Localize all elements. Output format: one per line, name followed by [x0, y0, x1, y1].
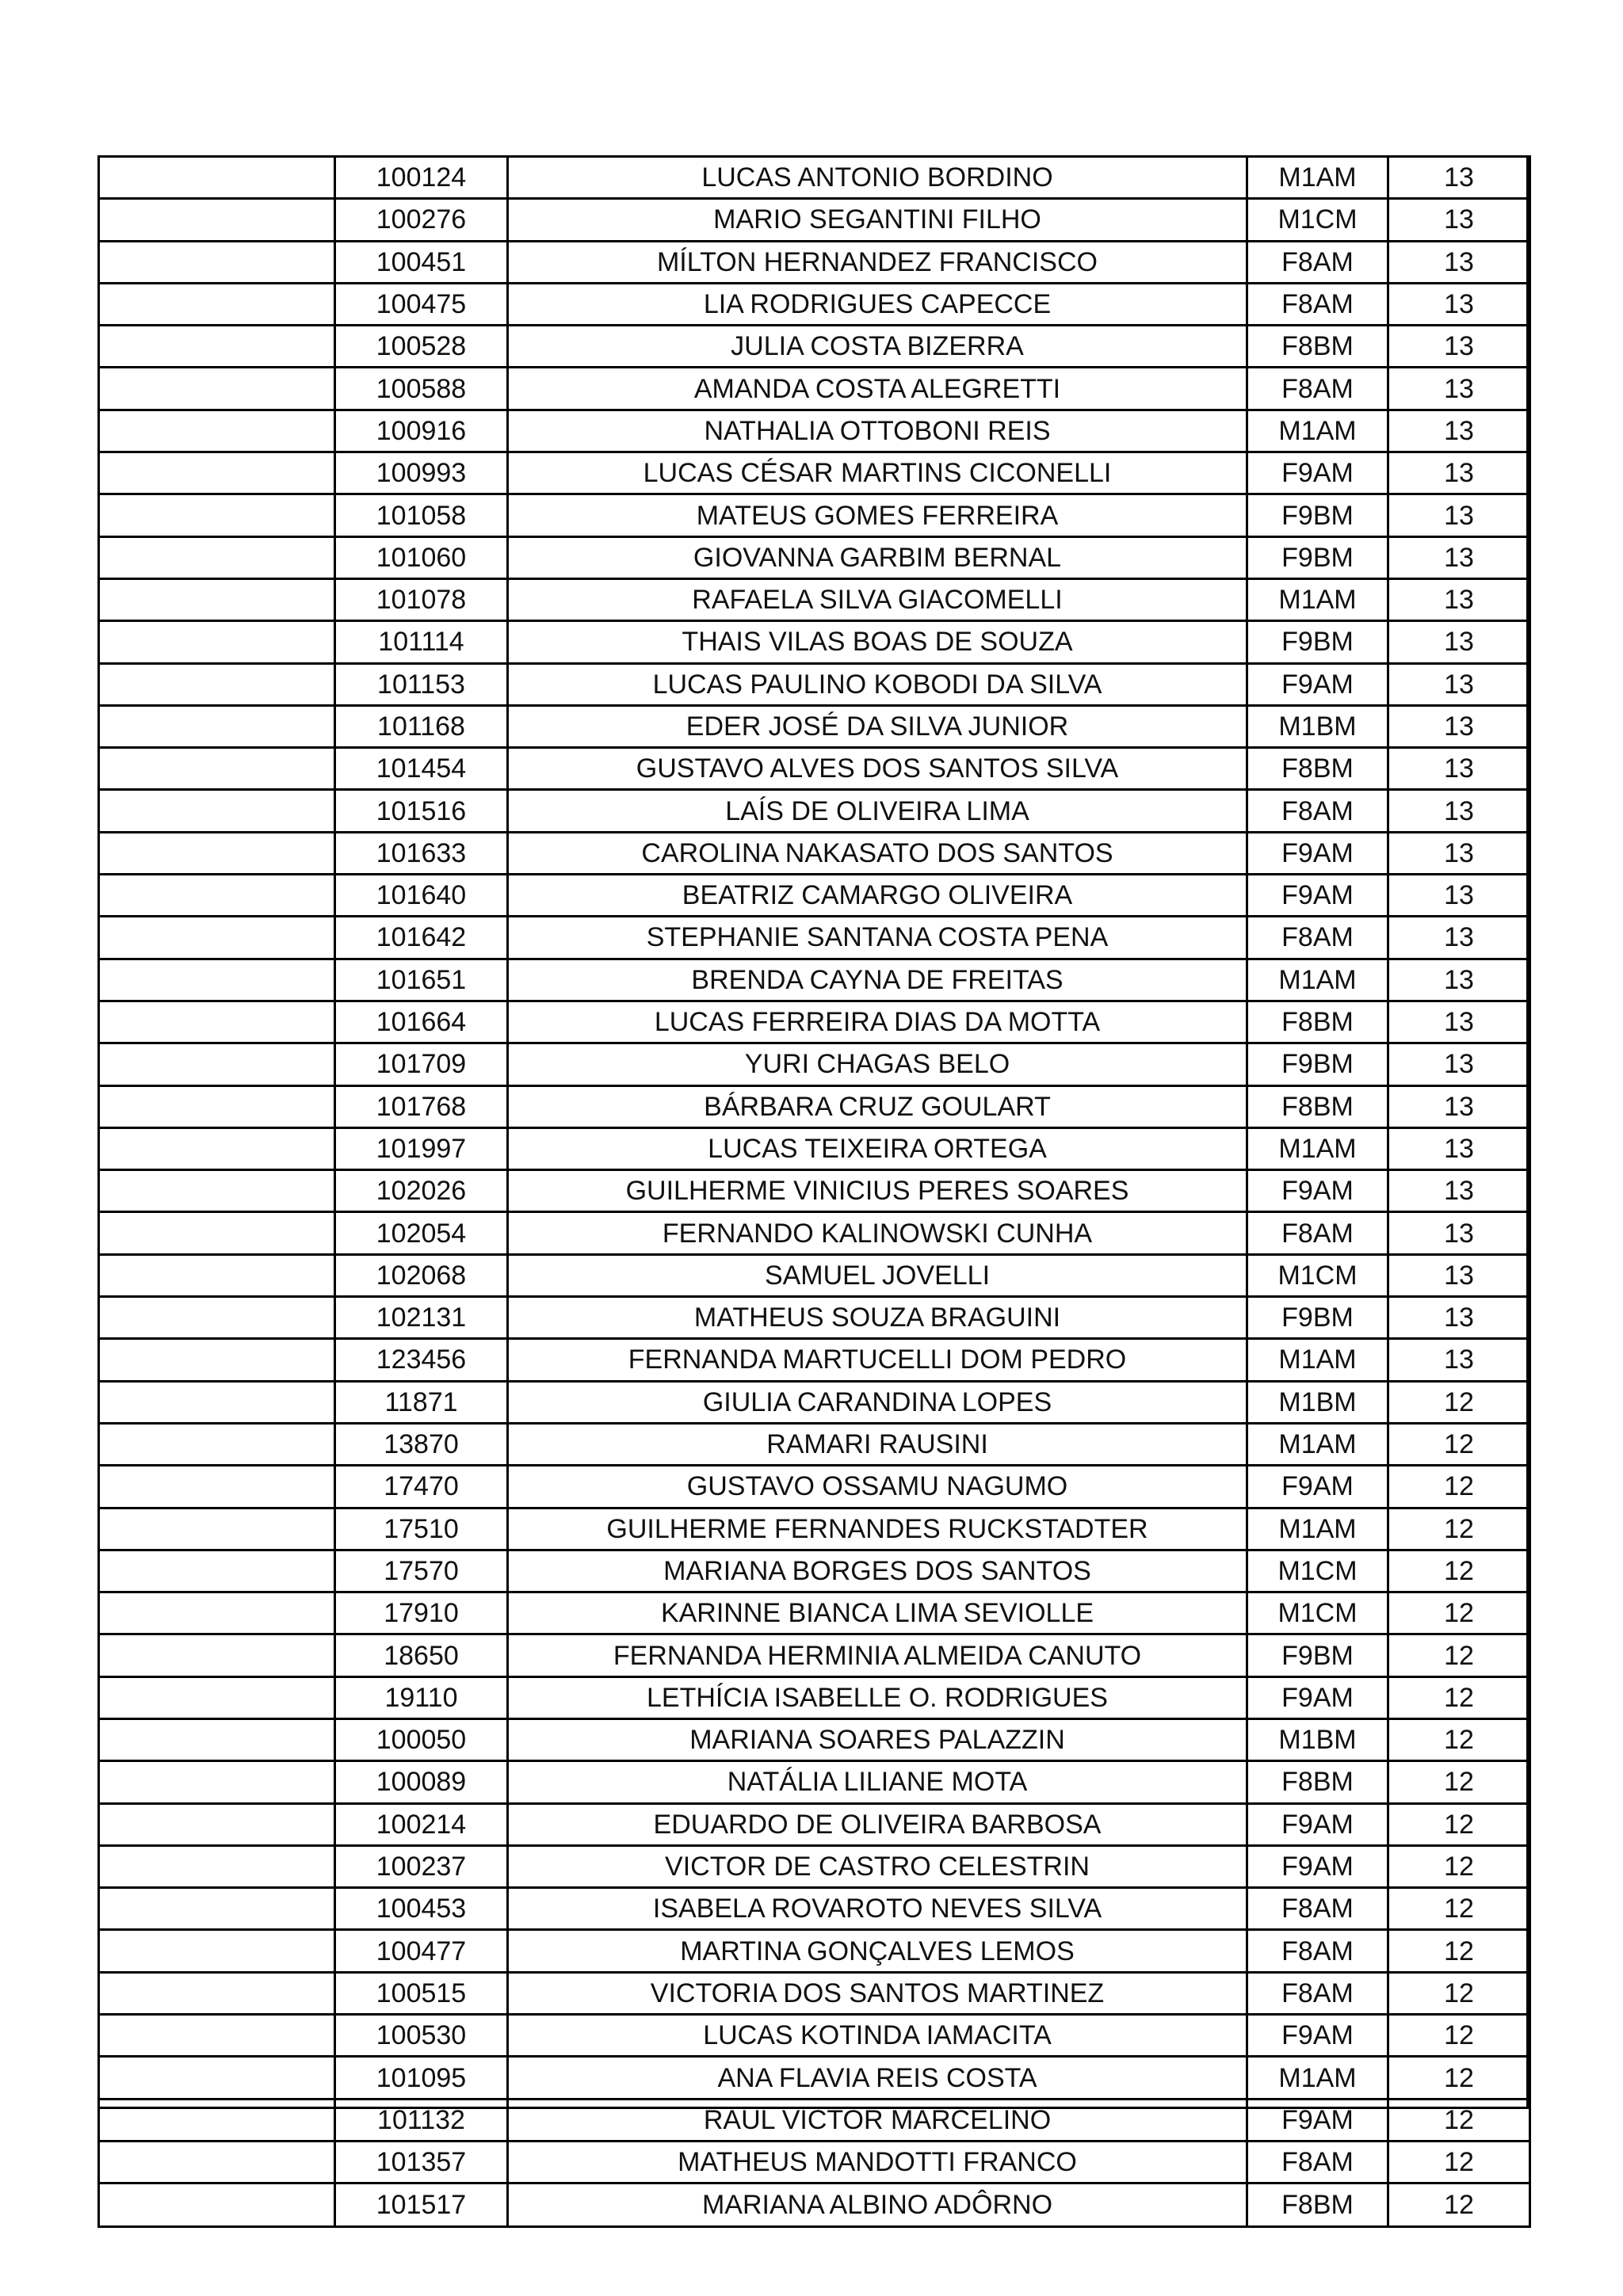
- student-id-cell: 101060: [335, 536, 508, 578]
- student-name-cell: LETHÍCIA ISABELLE O. RODRIGUES: [508, 1676, 1247, 1718]
- student-name-cell: MARIANA ALBINO ADÔRNO: [508, 2183, 1247, 2227]
- class-code-cell: M1AM: [1247, 410, 1388, 452]
- blank-cell: [99, 578, 335, 620]
- blank-cell: [99, 1339, 335, 1381]
- blank-cell: [99, 1466, 335, 1508]
- table-row: [99, 2099, 1530, 2141]
- class-code-cell: F8AM: [1247, 1888, 1388, 1930]
- student-id-cell: 102068: [335, 1254, 508, 1296]
- blank-cell: [99, 494, 335, 536]
- score-cell: 12: [1388, 2015, 1530, 2057]
- table-row: [99, 1761, 1530, 1803]
- table-row: [99, 326, 1530, 368]
- student-name-cell: MARIANA SOARES PALAZZIN: [508, 1718, 1247, 1760]
- blank-cell: [99, 1592, 335, 1634]
- score-cell: 13: [1388, 368, 1530, 410]
- table-row: [99, 368, 1530, 410]
- student-id-cell: 100214: [335, 1803, 508, 1845]
- table-row: [99, 790, 1530, 832]
- blank-cell: [99, 410, 335, 452]
- table-row: [99, 832, 1530, 874]
- blank-cell: [99, 1888, 335, 1930]
- blank-cell: [99, 1381, 335, 1423]
- table-row: [99, 621, 1530, 663]
- score-cell: 12: [1388, 1845, 1530, 1887]
- student-name-cell: LUCAS CÉSAR MARTINS CICONELLI: [508, 452, 1247, 494]
- class-code-cell: M1CM: [1247, 1550, 1388, 1592]
- table-row: [99, 1845, 1530, 1887]
- score-cell: 12: [1388, 1550, 1530, 1592]
- table-row: [99, 241, 1530, 283]
- student-name-cell: LIA RODRIGUES CAPECCE: [508, 283, 1247, 325]
- blank-cell: [99, 1634, 335, 1676]
- student-id-cell: 101709: [335, 1043, 508, 1085]
- class-code-cell: F8AM: [1247, 2141, 1388, 2183]
- student-id-cell: 101768: [335, 1085, 508, 1127]
- class-code-cell: F9BM: [1247, 494, 1388, 536]
- table-row: [99, 1423, 1530, 1465]
- table-row: [99, 452, 1530, 494]
- student-id-cell: 19110: [335, 1676, 508, 1718]
- student-name-cell: BÁRBARA CRUZ GOULART: [508, 1085, 1247, 1127]
- blank-cell: [99, 1803, 335, 1845]
- blank-cell: [99, 1297, 335, 1339]
- table-row: [99, 494, 1530, 536]
- score-cell: 13: [1388, 917, 1530, 959]
- student-id-cell: 100993: [335, 452, 508, 494]
- blank-cell: [99, 917, 335, 959]
- table-row: [99, 1043, 1530, 1085]
- class-code-cell: F9BM: [1247, 1043, 1388, 1085]
- class-code-cell: F8AM: [1247, 368, 1388, 410]
- student-id-cell: 101095: [335, 2057, 508, 2099]
- score-cell: 12: [1388, 1676, 1530, 1718]
- blank-cell: [99, 1676, 335, 1718]
- score-cell: 13: [1388, 494, 1530, 536]
- class-code-cell: M1AM: [1247, 1423, 1388, 1465]
- table-row: [99, 2183, 1530, 2227]
- table-row: [99, 1803, 1530, 1845]
- blank-cell: [99, 1043, 335, 1085]
- student-id-cell: 101633: [335, 832, 508, 874]
- student-name-cell: CAROLINA NAKASATO DOS SANTOS: [508, 832, 1247, 874]
- student-id-cell: 101168: [335, 705, 508, 747]
- class-code-cell: F9BM: [1247, 621, 1388, 663]
- student-name-cell: VICTORIA DOS SANTOS MARTINEZ: [508, 1972, 1247, 2014]
- blank-cell: [99, 1170, 335, 1212]
- score-cell: 13: [1388, 578, 1530, 620]
- class-code-cell: M1AM: [1247, 2057, 1388, 2099]
- student-id-cell: 101640: [335, 875, 508, 917]
- student-name-cell: STEPHANIE SANTANA COSTA PENA: [508, 917, 1247, 959]
- student-id-cell: 100475: [335, 283, 508, 325]
- student-name-cell: GUSTAVO OSSAMU NAGUMO: [508, 1466, 1247, 1508]
- table-row: [99, 157, 1530, 199]
- score-cell: 12: [1388, 1508, 1530, 1550]
- student-id-cell: 100237: [335, 1845, 508, 1887]
- class-code-cell: F9BM: [1247, 1634, 1388, 1676]
- student-id-cell: 18650: [335, 1634, 508, 1676]
- score-cell: 13: [1388, 1043, 1530, 1085]
- class-code-cell: F9AM: [1247, 2099, 1388, 2141]
- blank-cell: [99, 283, 335, 325]
- student-name-cell: ANA FLAVIA REIS COSTA: [508, 2057, 1247, 2099]
- blank-cell: [99, 2099, 335, 2141]
- class-code-cell: F9AM: [1247, 452, 1388, 494]
- student-id-cell: 100124: [335, 157, 508, 199]
- score-cell: 12: [1388, 1972, 1530, 2014]
- student-name-cell: ISABELA ROVAROTO NEVES SILVA: [508, 1888, 1247, 1930]
- student-id-cell: 17470: [335, 1466, 508, 1508]
- class-code-cell: F9AM: [1247, 663, 1388, 705]
- student-id-cell: 101078: [335, 578, 508, 620]
- student-name-cell: LAÍS DE OLIVEIRA LIMA: [508, 790, 1247, 832]
- score-cell: 12: [1388, 1466, 1530, 1508]
- spreadsheet-page: [97, 155, 1529, 2221]
- table-row: [99, 2141, 1530, 2183]
- table-row: [99, 917, 1530, 959]
- student-id-cell: 101642: [335, 917, 508, 959]
- class-code-cell: M1BM: [1247, 1381, 1388, 1423]
- student-id-cell: 101454: [335, 748, 508, 790]
- student-name-cell: RAFAELA SILVA GIACOMELLI: [508, 578, 1247, 620]
- student-id-cell: 100451: [335, 241, 508, 283]
- student-name-cell: LUCAS ANTONIO BORDINO: [508, 157, 1247, 199]
- score-cell: 12: [1388, 1803, 1530, 1845]
- score-cell: 13: [1388, 959, 1530, 1001]
- blank-cell: [99, 621, 335, 663]
- table-row: [99, 1466, 1530, 1508]
- table-row: [99, 536, 1530, 578]
- class-code-cell: F9AM: [1247, 1845, 1388, 1887]
- student-id-cell: 100515: [335, 1972, 508, 2014]
- student-id-cell: 11871: [335, 1381, 508, 1423]
- table-row: [99, 1972, 1530, 2014]
- student-name-cell: THAIS VILAS BOAS DE SOUZA: [508, 621, 1247, 663]
- blank-cell: [99, 1930, 335, 1972]
- table-row: [99, 1170, 1530, 1212]
- student-name-cell: GUILHERME VINICIUS PERES SOARES: [508, 1170, 1247, 1212]
- class-code-cell: F8BM: [1247, 2183, 1388, 2227]
- score-cell: 13: [1388, 199, 1530, 241]
- score-cell: 13: [1388, 748, 1530, 790]
- student-name-cell: LUCAS KOTINDA IAMACITA: [508, 2015, 1247, 2057]
- class-code-cell: F9AM: [1247, 1676, 1388, 1718]
- class-code-cell: F9AM: [1247, 1466, 1388, 1508]
- blank-cell: [99, 959, 335, 1001]
- class-code-cell: F9BM: [1247, 536, 1388, 578]
- table-row: [99, 663, 1530, 705]
- student-id-cell: 102054: [335, 1212, 508, 1254]
- student-name-cell: BEATRIZ CAMARGO OLIVEIRA: [508, 875, 1247, 917]
- student-name-cell: LUCAS PAULINO KOBODI DA SILVA: [508, 663, 1247, 705]
- score-cell: 13: [1388, 705, 1530, 747]
- blank-cell: [99, 1001, 335, 1043]
- class-code-cell: F9BM: [1247, 1297, 1388, 1339]
- score-cell: 13: [1388, 1085, 1530, 1127]
- class-code-cell: F8BM: [1247, 1085, 1388, 1127]
- score-cell: 12: [1388, 1761, 1530, 1803]
- student-score-table: [97, 155, 1531, 2228]
- blank-cell: [99, 1508, 335, 1550]
- student-id-cell: 123456: [335, 1339, 508, 1381]
- score-cell: 13: [1388, 621, 1530, 663]
- student-name-cell: KARINNE BIANCA LIMA SEVIOLLE: [508, 1592, 1247, 1634]
- student-id-cell: 100916: [335, 410, 508, 452]
- class-code-cell: F8AM: [1247, 1930, 1388, 1972]
- table-row: [99, 1888, 1530, 1930]
- blank-cell: [99, 536, 335, 578]
- score-cell: 13: [1388, 283, 1530, 325]
- class-code-cell: M1CM: [1247, 1592, 1388, 1634]
- table-row: [99, 1930, 1530, 1972]
- blank-cell: [99, 199, 335, 241]
- blank-cell: [99, 2057, 335, 2099]
- student-name-cell: FERNANDO KALINOWSKI CUNHA: [508, 1212, 1247, 1254]
- blank-cell: [99, 1085, 335, 1127]
- score-cell: 13: [1388, 1212, 1530, 1254]
- score-cell: 12: [1388, 1930, 1530, 1972]
- student-id-cell: 101651: [335, 959, 508, 1001]
- score-cell: 12: [1388, 1592, 1530, 1634]
- class-code-cell: F8BM: [1247, 748, 1388, 790]
- class-code-cell: F8BM: [1247, 326, 1388, 368]
- blank-cell: [99, 241, 335, 283]
- student-name-cell: NATÁLIA LILIANE MOTA: [508, 1761, 1247, 1803]
- blank-cell: [99, 2183, 335, 2227]
- class-code-cell: F9AM: [1247, 1170, 1388, 1212]
- class-code-cell: M1AM: [1247, 959, 1388, 1001]
- score-cell: 12: [1388, 1423, 1530, 1465]
- class-code-cell: F9AM: [1247, 2015, 1388, 2057]
- table-row: [99, 1718, 1530, 1760]
- student-name-cell: SAMUEL JOVELLI: [508, 1254, 1247, 1296]
- student-id-cell: 101153: [335, 663, 508, 705]
- blank-cell: [99, 705, 335, 747]
- student-id-cell: 17510: [335, 1508, 508, 1550]
- blank-cell: [99, 1718, 335, 1760]
- blank-cell: [99, 2141, 335, 2183]
- blank-cell: [99, 2015, 335, 2057]
- table-row: [99, 959, 1530, 1001]
- student-id-cell: 100089: [335, 1761, 508, 1803]
- student-name-cell: MARTINA GONÇALVES LEMOS: [508, 1930, 1247, 1972]
- student-name-cell: BRENDA CAYNA DE FREITAS: [508, 959, 1247, 1001]
- score-cell: 13: [1388, 663, 1530, 705]
- student-name-cell: AMANDA COSTA ALEGRETTI: [508, 368, 1247, 410]
- class-code-cell: M1CM: [1247, 1254, 1388, 1296]
- student-id-cell: 17910: [335, 1592, 508, 1634]
- table-row: [99, 1297, 1530, 1339]
- table-row: [99, 410, 1530, 452]
- blank-cell: [99, 1254, 335, 1296]
- student-name-cell: EDER JOSÉ DA SILVA JUNIOR: [508, 705, 1247, 747]
- blank-cell: [99, 157, 335, 199]
- class-code-cell: F9AM: [1247, 875, 1388, 917]
- table-row: [99, 1001, 1530, 1043]
- table-row: [99, 1212, 1530, 1254]
- student-id-cell: 100453: [335, 1888, 508, 1930]
- student-name-cell: GUILHERME FERNANDES RUCKSTADTER: [508, 1508, 1247, 1550]
- student-name-cell: FERNANDA MARTUCELLI DOM PEDRO: [508, 1339, 1247, 1381]
- table-row: [99, 1127, 1530, 1169]
- blank-cell: [99, 1550, 335, 1592]
- blank-cell: [99, 1423, 335, 1465]
- student-id-cell: 101132: [335, 2099, 508, 2141]
- table-row: [99, 1085, 1530, 1127]
- table-row: [99, 1254, 1530, 1296]
- student-name-cell: FERNANDA HERMINIA ALMEIDA CANUTO: [508, 1634, 1247, 1676]
- student-id-cell: 101664: [335, 1001, 508, 1043]
- score-cell: 12: [1388, 1888, 1530, 1930]
- class-code-cell: F8AM: [1247, 917, 1388, 959]
- score-cell: 13: [1388, 832, 1530, 874]
- blank-cell: [99, 1127, 335, 1169]
- student-name-cell: GUSTAVO ALVES DOS SANTOS SILVA: [508, 748, 1247, 790]
- student-id-cell: 101997: [335, 1127, 508, 1169]
- class-code-cell: F8AM: [1247, 283, 1388, 325]
- student-id-cell: 101517: [335, 2183, 508, 2227]
- student-id-cell: 17570: [335, 1550, 508, 1592]
- class-code-cell: M1CM: [1247, 199, 1388, 241]
- blank-cell: [99, 748, 335, 790]
- table-row: [99, 2015, 1530, 2057]
- student-name-cell: NATHALIA OTTOBONI REIS: [508, 410, 1247, 452]
- student-id-cell: 13870: [335, 1423, 508, 1465]
- table-row: [99, 875, 1530, 917]
- score-cell: 13: [1388, 241, 1530, 283]
- student-name-cell: GIULIA CARANDINA LOPES: [508, 1381, 1247, 1423]
- score-cell: 13: [1388, 1001, 1530, 1043]
- table-body: [99, 157, 1530, 2227]
- table-row: [99, 1592, 1530, 1634]
- student-name-cell: MARIANA BORGES DOS SANTOS: [508, 1550, 1247, 1592]
- table-row: [99, 199, 1530, 241]
- table-row: [99, 578, 1530, 620]
- score-cell: 13: [1388, 1339, 1530, 1381]
- student-id-cell: 101058: [335, 494, 508, 536]
- table-row: [99, 748, 1530, 790]
- score-cell: 12: [1388, 1381, 1530, 1423]
- class-code-cell: M1BM: [1247, 705, 1388, 747]
- student-name-cell: YURI CHAGAS BELO: [508, 1043, 1247, 1085]
- class-code-cell: F8BM: [1247, 1001, 1388, 1043]
- student-name-cell: MATHEUS MANDOTTI FRANCO: [508, 2141, 1247, 2183]
- score-cell: 13: [1388, 326, 1530, 368]
- student-name-cell: MÍLTON HERNANDEZ FRANCISCO: [508, 241, 1247, 283]
- student-name-cell: RAUL VICTOR MARCELINO: [508, 2099, 1247, 2141]
- table-row: [99, 1634, 1530, 1676]
- table-row: [99, 2057, 1530, 2099]
- student-name-cell: EDUARDO DE OLIVEIRA BARBOSA: [508, 1803, 1247, 1845]
- table-row: [99, 1508, 1530, 1550]
- class-code-cell: F8AM: [1247, 241, 1388, 283]
- score-cell: 13: [1388, 452, 1530, 494]
- score-cell: 13: [1388, 790, 1530, 832]
- score-cell: 13: [1388, 1297, 1530, 1339]
- blank-cell: [99, 326, 335, 368]
- score-cell: 13: [1388, 410, 1530, 452]
- score-cell: 13: [1388, 875, 1530, 917]
- blank-cell: [99, 790, 335, 832]
- student-name-cell: JULIA COSTA BIZERRA: [508, 326, 1247, 368]
- score-cell: 13: [1388, 1170, 1530, 1212]
- blank-cell: [99, 1972, 335, 2014]
- student-id-cell: 100276: [335, 199, 508, 241]
- student-name-cell: RAMARI RAUSINI: [508, 1423, 1247, 1465]
- score-cell: 13: [1388, 1127, 1530, 1169]
- table-row: [99, 1381, 1530, 1423]
- blank-cell: [99, 1845, 335, 1887]
- student-id-cell: 100530: [335, 2015, 508, 2057]
- table-row: [99, 283, 1530, 325]
- student-id-cell: 100588: [335, 368, 508, 410]
- student-name-cell: MATEUS GOMES FERREIRA: [508, 494, 1247, 536]
- class-code-cell: F8AM: [1247, 1212, 1388, 1254]
- student-id-cell: 100477: [335, 1930, 508, 1972]
- score-cell: 12: [1388, 1718, 1530, 1760]
- class-code-cell: M1AM: [1247, 1508, 1388, 1550]
- score-cell: 12: [1388, 2183, 1530, 2227]
- class-code-cell: M1AM: [1247, 1127, 1388, 1169]
- student-name-cell: GIOVANNA GARBIM BERNAL: [508, 536, 1247, 578]
- class-code-cell: M1BM: [1247, 1718, 1388, 1760]
- score-cell: 13: [1388, 157, 1530, 199]
- score-cell: 12: [1388, 2057, 1530, 2099]
- student-id-cell: 100050: [335, 1718, 508, 1760]
- student-id-cell: 102131: [335, 1297, 508, 1339]
- student-name-cell: LUCAS FERREIRA DIAS DA MOTTA: [508, 1001, 1247, 1043]
- student-id-cell: 100528: [335, 326, 508, 368]
- student-id-cell: 101114: [335, 621, 508, 663]
- score-cell: 13: [1388, 536, 1530, 578]
- blank-cell: [99, 663, 335, 705]
- table-row: [99, 705, 1530, 747]
- student-id-cell: 101516: [335, 790, 508, 832]
- class-code-cell: F8AM: [1247, 790, 1388, 832]
- table-row: [99, 1550, 1530, 1592]
- blank-cell: [99, 875, 335, 917]
- class-code-cell: M1AM: [1247, 1339, 1388, 1381]
- student-id-cell: 102026: [335, 1170, 508, 1212]
- blank-cell: [99, 452, 335, 494]
- table-row: [99, 1339, 1530, 1381]
- class-code-cell: F8BM: [1247, 1761, 1388, 1803]
- class-code-cell: F9AM: [1247, 832, 1388, 874]
- student-name-cell: MATHEUS SOUZA BRAGUINI: [508, 1297, 1247, 1339]
- score-cell: 12: [1388, 2141, 1530, 2183]
- student-id-cell: 101357: [335, 2141, 508, 2183]
- student-name-cell: LUCAS TEIXEIRA ORTEGA: [508, 1127, 1247, 1169]
- score-cell: 13: [1388, 1254, 1530, 1296]
- table-row: [99, 1676, 1530, 1718]
- student-name-cell: VICTOR DE CASTRO CELESTRIN: [508, 1845, 1247, 1887]
- score-cell: 12: [1388, 2099, 1530, 2141]
- blank-cell: [99, 832, 335, 874]
- class-code-cell: F9AM: [1247, 1803, 1388, 1845]
- class-code-cell: F8AM: [1247, 1972, 1388, 2014]
- blank-cell: [99, 1212, 335, 1254]
- blank-cell: [99, 368, 335, 410]
- score-cell: 12: [1388, 1634, 1530, 1676]
- class-code-cell: M1AM: [1247, 157, 1388, 199]
- class-code-cell: M1AM: [1247, 578, 1388, 620]
- student-name-cell: MARIO SEGANTINI FILHO: [508, 199, 1247, 241]
- blank-cell: [99, 1761, 335, 1803]
